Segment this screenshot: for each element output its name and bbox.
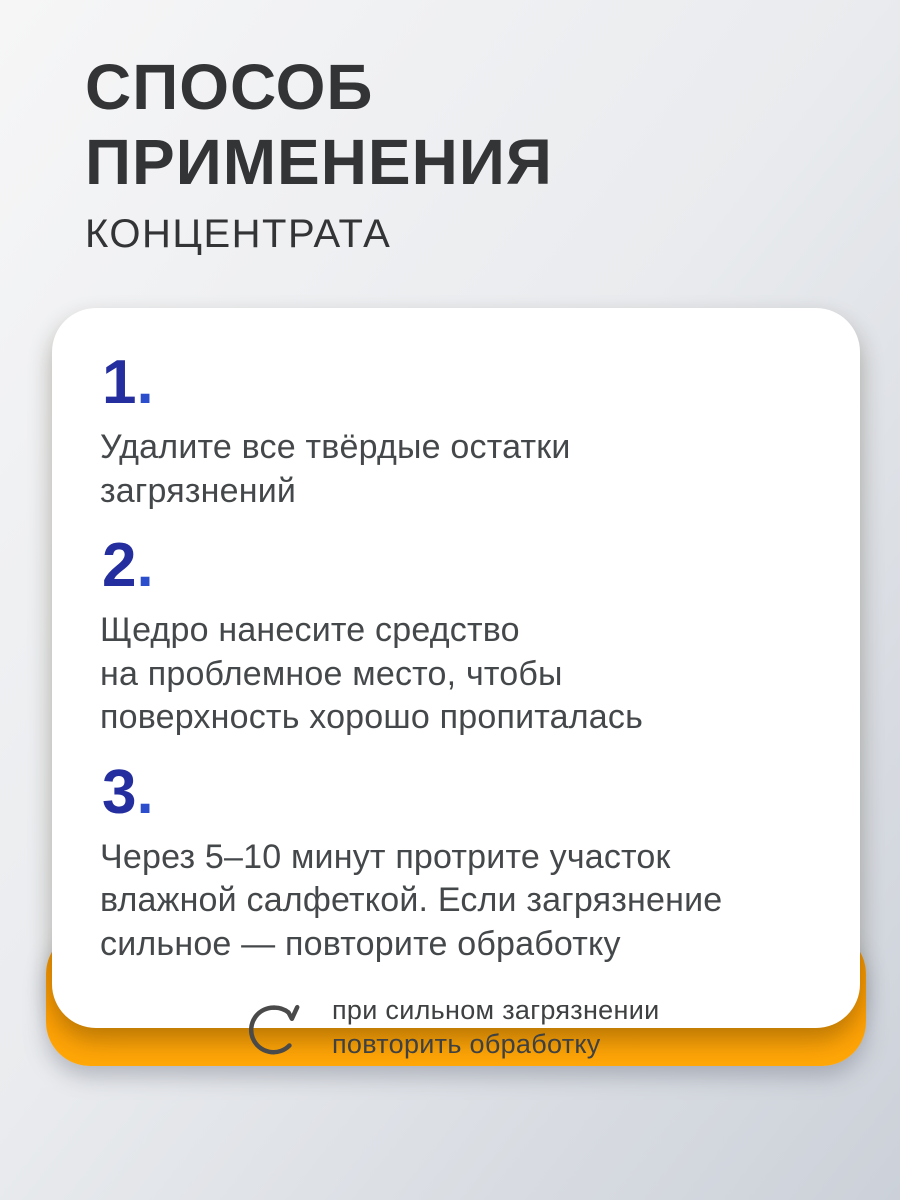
step-3-text [100, 836, 800, 967]
repeat-note-line-2: повторить обработку [332, 1028, 601, 1059]
step-1-text [100, 426, 800, 513]
instructions-card [52, 308, 860, 1059]
step-3-text-line-2: влажной салфеткой. Если загрязнение [100, 881, 723, 920]
step-3 [100, 757, 800, 967]
page-title-line-1: СПОСОБ [85, 51, 374, 123]
step-2-text-line-2: на проблемное место, чтобы [100, 654, 563, 693]
step-1-number [102, 348, 800, 417]
step-3-number [102, 757, 800, 827]
step-2-digit: 2 [102, 531, 137, 601]
page-title-line-2: ПРИМЕНЕНИЯ [85, 125, 553, 198]
header [85, 50, 845, 257]
step-3-text-line-1: Через 5–10 минут протрите участок [100, 837, 671, 876]
step-1-text-line-2: загрязнений [100, 471, 297, 510]
step-2-number [102, 531, 800, 601]
step-2-dot: . [136, 531, 154, 601]
step-3-dot: . [136, 757, 154, 827]
repeat-note-line-1: при сильном загрязнении [332, 995, 660, 1026]
step-3-text-line-3: сильное — повторите обработку [100, 924, 621, 963]
step-1-dot: . [136, 348, 154, 417]
step-1-text-line-1: Удалите все твёрдые остатки [100, 428, 571, 466]
repeat-note-text [332, 994, 659, 1062]
step-1-digit: 1 [102, 348, 137, 417]
step-2 [100, 531, 800, 740]
repeat-note [242, 994, 800, 1062]
page-subtitle: КОНЦЕНТРАТА [85, 211, 392, 256]
step-2-text-line-1: Щедро нанесите средство [100, 611, 520, 650]
step-2-text [100, 609, 800, 740]
step-2-text-line-3: поверхность хорошо пропиталась [100, 698, 644, 737]
step-3-digit: 3 [102, 757, 137, 827]
page-title [85, 50, 845, 200]
repeat-icon [242, 997, 304, 1059]
step-1 [100, 348, 800, 513]
